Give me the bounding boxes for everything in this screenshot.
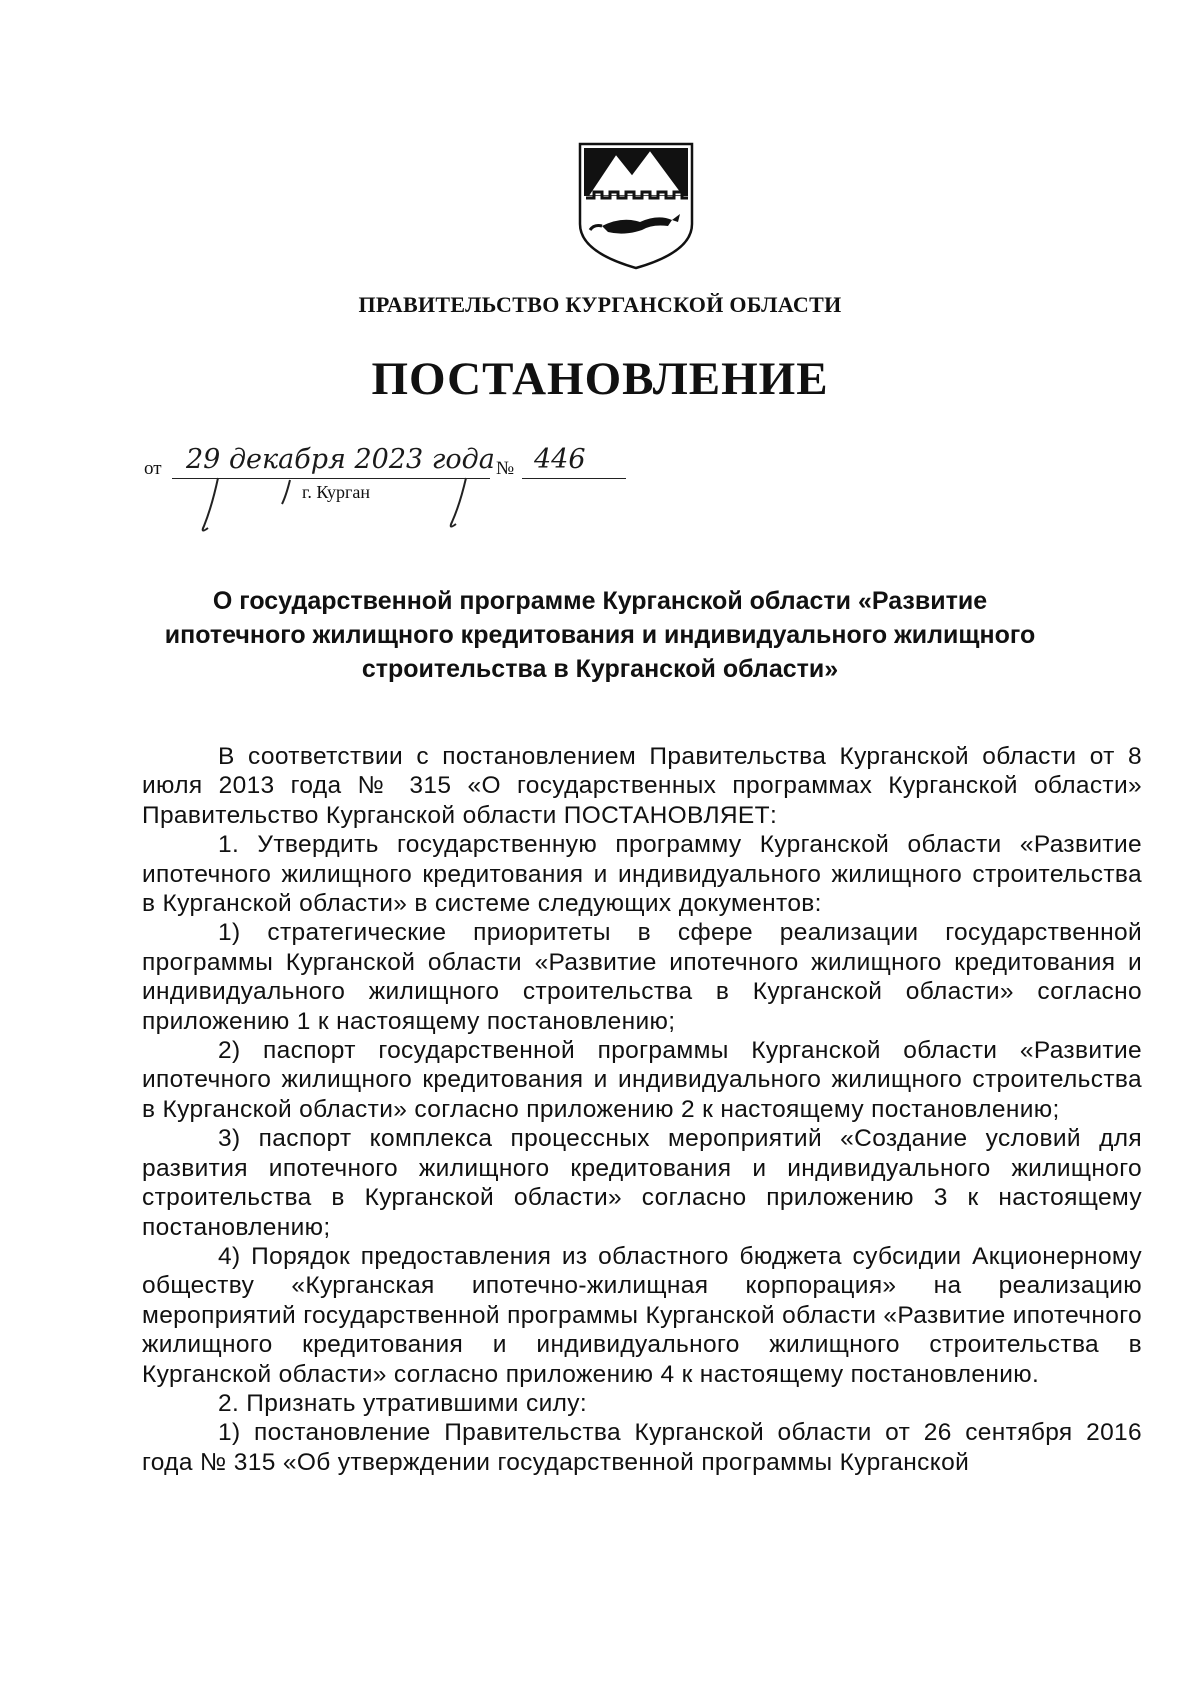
document-type: ПОСТАНОВЛЕНИЕ — [371, 353, 829, 405]
paragraph: 2) паспорт государственной программы Курганской области «Развитие ипотечного жилищного кредитования и индивидуального жилищного строительства в Курганской области» согласно приложению 2 к настоящему постановлению; — [142, 1037, 1142, 1123]
paragraph: 2. Признать утратившими силу: — [218, 1389, 588, 1417]
paragraph: 1) постановление Правительства Курганской области от 26 сентября 2016 года № 315 «Об утверждении государственной программы Курганской — [142, 1419, 1142, 1476]
document-title: О государственной программе Курганской области «Развитие ипотечного жилищного кредитования и индивидуального жилищного строительства в Курганской области» — [164, 587, 1036, 683]
paragraph: 3) паспорт комплекса процессных мероприятий «Создание условий для развития ипотечного жилищного кредитования и индивидуального жилищного строительства в Курганской области» согласно приложению 3 к настоящему постановлению; — [142, 1125, 1142, 1241]
paragraph: В соответствии с постановлением Правительства Курганской области от 8 июля 2013 года № 315 «О государственных программах Курганской области» Правительство Курганской области ПОСТАНОВЛЯЕТ: — [142, 743, 1142, 829]
date-prefix: от — [144, 458, 162, 479]
number-underline — [522, 478, 626, 479]
paragraph: 1) стратегические приоритеты в сфере реализации государственной программы Курганской области «Развитие ипотечного жилищного кредитования и индивидуального жилищного строительства в Курганской области» согласно приложению 1 к настоящему постановлению; — [142, 919, 1142, 1035]
government-name: ПРАВИТЕЛЬСТВО КУРГАНСКОЙ ОБЛАСТИ — [358, 292, 842, 317]
document-body — [142, 742, 1142, 1477]
paragraph: 4) Порядок предоставления из областного бюджета субсидии Акционерному обществу «Курганская ипотечно-жилищная корпорация» на реализацию мероприятий государственной программы Курганской области «Развитие ипотечного жилищного кредитования и индивидуального жилищного строительства в Курганской области» согласно приложению 4 к настоящему постановлению. — [142, 1242, 1142, 1388]
city: г. Курган — [302, 482, 371, 502]
coat-of-arms-icon — [572, 140, 700, 272]
paragraph: 1. Утвердить государственную программу Курганской области «Развитие ипотечного жилищного кредитования и индивидуального жилищного строительства в Курганской области» в системе следующих документов: — [142, 831, 1142, 918]
handwritten-date: 29 декабря 2023 года — [186, 444, 495, 475]
number-sign: № — [496, 458, 515, 479]
handwritten-number: 446 — [534, 444, 586, 475]
